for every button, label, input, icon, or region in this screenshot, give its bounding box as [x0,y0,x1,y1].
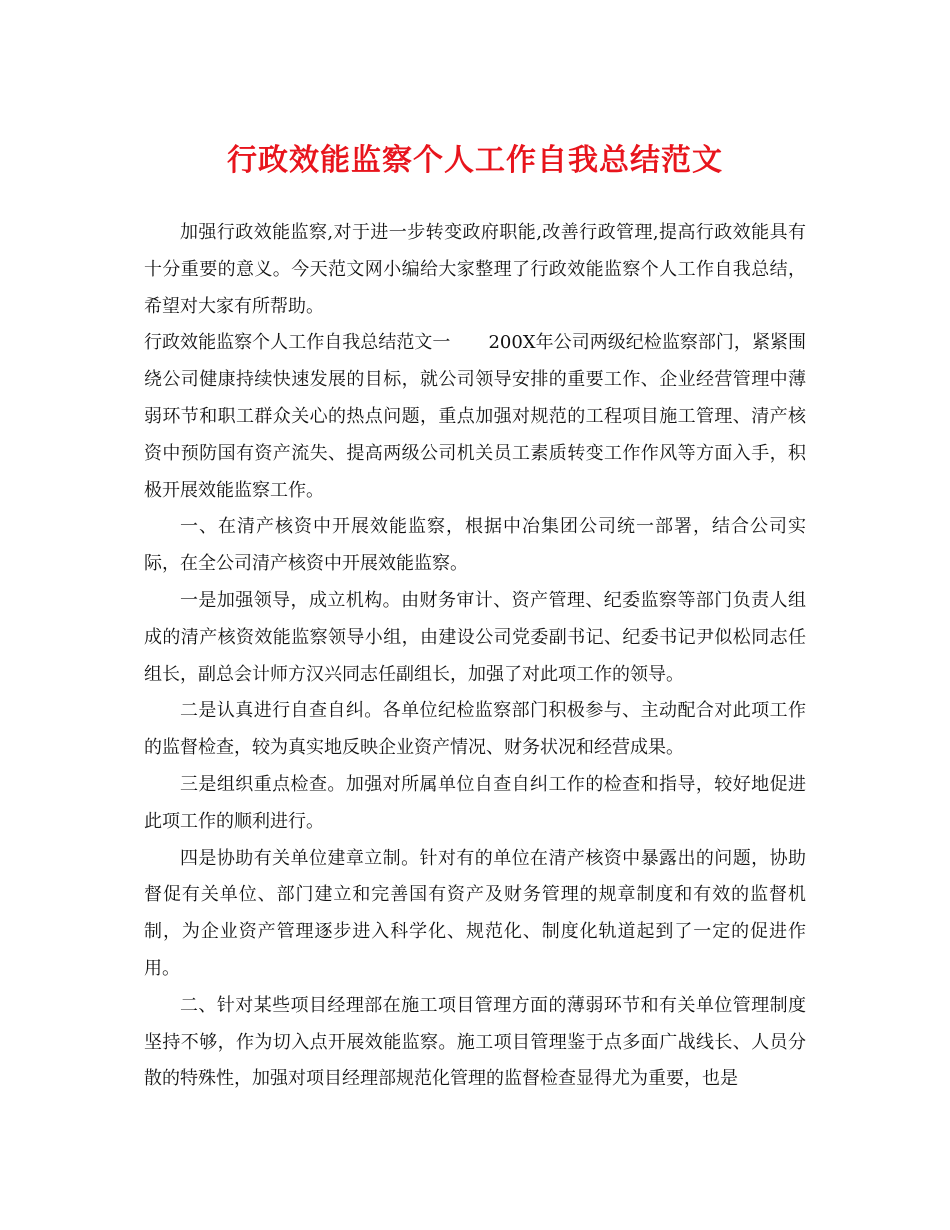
section-body: 200X年公司两级纪检监察部门，紧紧围绕公司健康持续快速发展的目标，就公司领导安排的重要工作、企业经营管理中薄弱环节和职工群众关心的热点问题，重点加强对规范的工程项目施工管理、清产核资中预防国有资产流失、提高两级公司机关员工素质转变工作作风等方面入手，积极开展效能监察工作。 [144,332,807,501]
paragraph: 二是认真进行自查自纠。各单位纪检监察部门积极参与、主动配合对此项工作的监督检查，较为真实地反映企业资产情况、财务状况和经营成果。 [144,700,806,759]
document-body [144,215,806,1098]
intro-paragraph: 加强行政效能监察,对于进一步转变政府职能,改善行政管理,提高行政效能具有十分重要的意义。今天范文网小编给大家整理了行政效能监察个人工作自我总结，希望对大家有所帮助。 [144,222,806,317]
section-paragraph [144,325,806,509]
paragraph: 三是组织重点检查。加强对所属单位自查自纠工作的检查和指导，较好地促进此项工作的顺利进行。 [144,773,806,832]
paragraph: 二、针对某些项目经理部在施工项目管理方面的薄弱环节和有关单位管理制度坚持不够，作为切入点开展效能监察。施工项目管理鉴于点多面广战线长、人员分散的特殊性，加强对项目经理部规范化管理的监督检查显得尤为重要，也是 [144,994,806,1090]
paragraph: 一、在清产核资中开展效能监察，根据中冶集团公司统一部署，结合公司实际，在全公司清产核资中开展效能监察。 [144,516,806,575]
paragraph: 一是加强领导，成立机构。由财务审计、资产管理、纪委监察等部门负责人组成的清产核资效能监察领导小组，由建设公司党委副书记、纪委书记尹似松同志任组长，副总会计师方汉兴同志任副组长，加强了对此项工作的领导。 [144,589,806,685]
document-title: 行政效能监察个人工作自我总结范文 [227,143,723,178]
paragraph: 四是协助有关单位建章立制。针对有的单位在清产核资中暴露出的问题，协助督促有关单位、部门建立和完善国有资产及财务管理的规章制度和有效的监督机制，为企业资产管理逐步进入科学化、规范化、制度化轨道起到了一定的促进作用。 [144,847,806,979]
section-heading: 行政效能监察个人工作自我总结范文一 [144,332,451,354]
